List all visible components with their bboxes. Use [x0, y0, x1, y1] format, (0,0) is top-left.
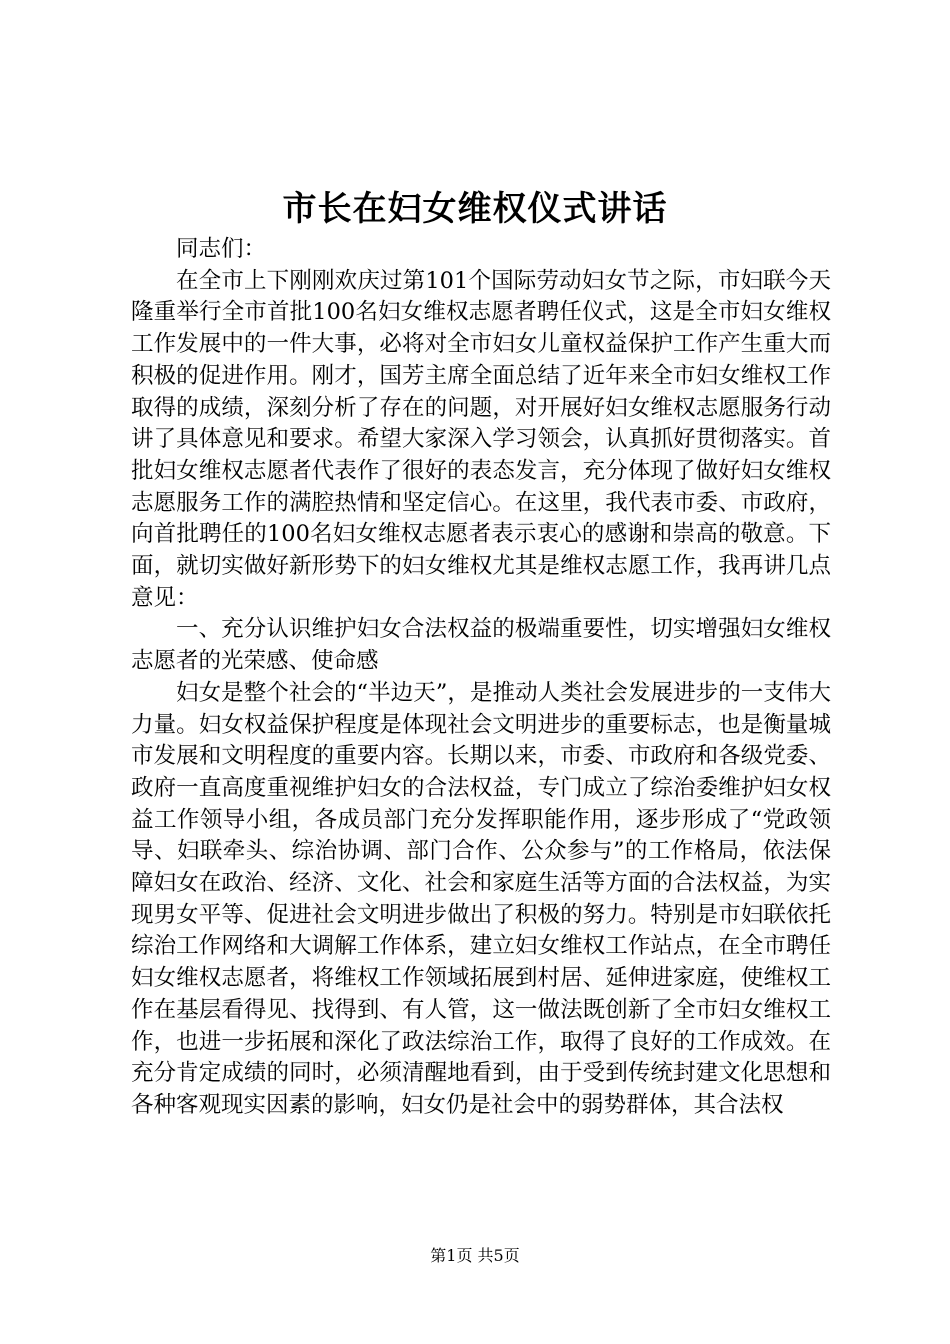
section-heading-1: 一、充分认识维护妇女合法权益的极端重要性，切实增强妇女维权志愿者的光荣感、使命感	[131, 616, 831, 675]
salutation: 同志们：	[176, 236, 267, 262]
document-body	[131, 234, 831, 1122]
paragraph-section-1: 妇女是整个社会的“半边天”，是推动人类社会发展进步的一支伟大力量。妇女权益保护程度是体现社会文明进步的重要标志，也是衡量城市发展和文明程度的重要内容。长期以来，市委、市政府和各级党委、政府一直高度重视维护妇女的合法权益，专门成立了综治委维护妇女权益工作领导小组，各成员部门充分发挥职能作用，逐步形成了“党政领导、妇联牵头、综治协调、部门合作、公众参与”的工作格局，依法保障妇女在政治、经济、文化、社会和家庭生活等方面的合法权益，为实现男女平等、促进社会文明进步做出了积极的努力。特别是市妇联依托综治工作网络和大调解工作体系，建立妇女维权工作站点，在全市聘任妇女维权志愿者，将维权工作领域拓展到村居、延伸进家庭，使维权工作在基层看得见、找得到、有人管，这一做法既创新了全市妇女维权工作，也进一步拓展和深化了政法综治工作，取得了良好的工作成效。在充分肯定成绩的同时，必须清醒地看到，由于受到传统封建文化思想和各种客观现实因素的影响，妇女仍是社会中的弱势群体，其合法权	[131, 679, 831, 1118]
page-footer: 第1页 共5页	[430, 1246, 520, 1265]
document-title: 市长在妇女维权仪式讲话	[282, 189, 668, 229]
paragraph-intro: 在全市上下刚刚欢庆过第101个国际劳动妇女节之际，市妇联今天隆重举行全市首批100名妇女维权志愿者聘任仪式，这是全市妇女维权工作发展中的一件大事，必将对全市妇女儿童权益保护工作产生重大而积极的促进作用。刚才，国芳主席全面总结了近年来全市妇女维权工作取得的成绩，深刻分析了存在的问题，对开展好妇女维权志愿服务行动讲了具体意见和要求。希望大家深入学习领会，认真抓好贯彻落实。首批妇女维权志愿者代表作了很好的表态发言，充分体现了做好妇女维权志愿服务工作的满腔热情和坚定信心。在这里，我代表市委、市政府，向首批聘任的100名妇女维权志愿者表示衷心的感谢和崇高的敬意。下面，就切实做好新形势下的妇女维权尤其是维权志愿工作，我再讲几点意见：	[131, 267, 831, 611]
